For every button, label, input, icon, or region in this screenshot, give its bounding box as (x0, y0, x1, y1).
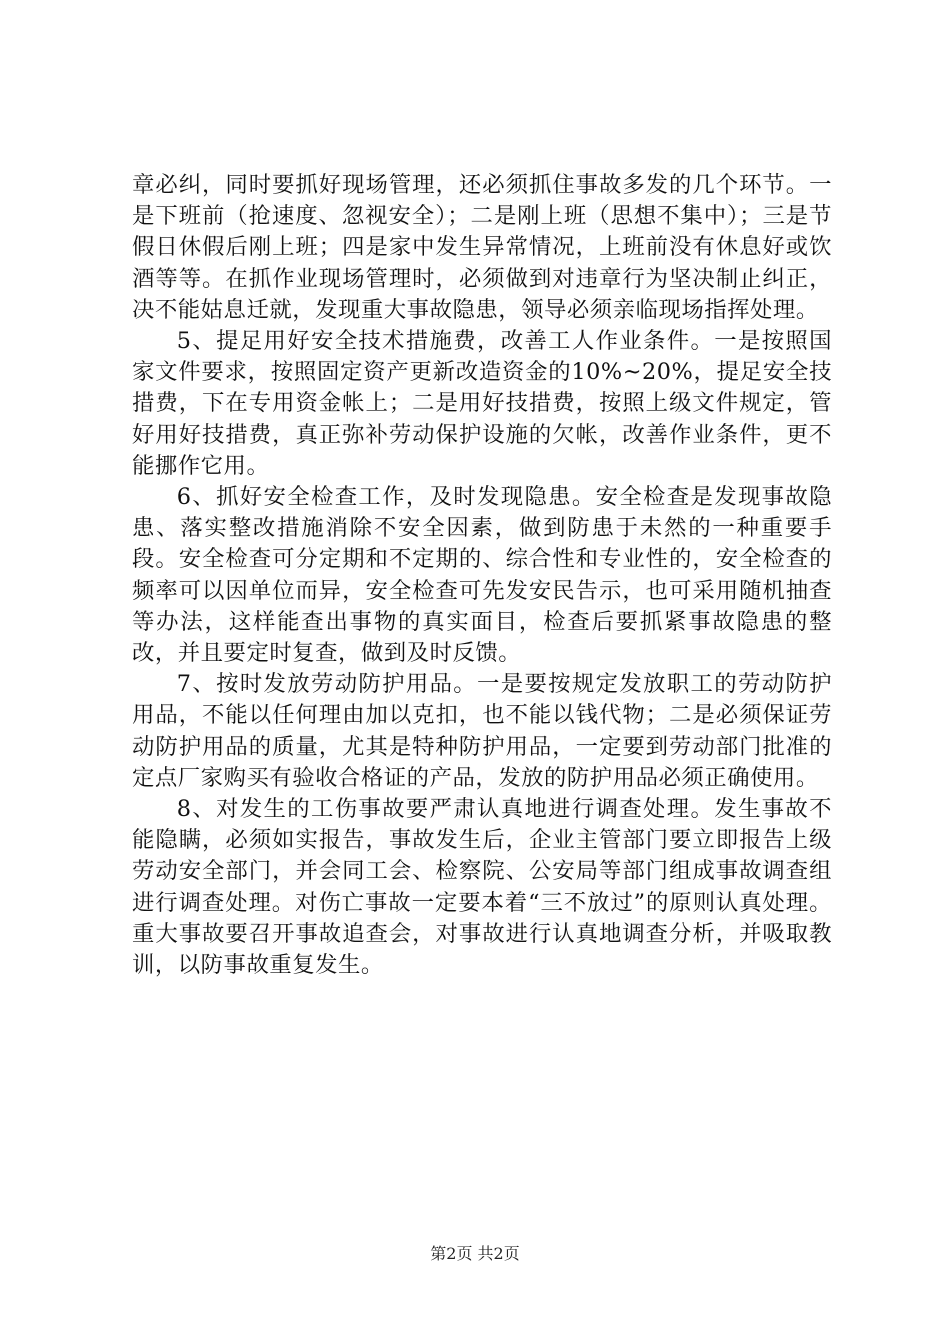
paragraph-2: 5、提足用好安全技术措施费，改善工人作业条件。一是按照国家文件要求，按照固定资产更新改造资金的10%~20%，提足安全技措费，下在专用资金帐上；二是用好技措费，按照上级文件规定，管好用好技措费，真正弥补劳动保护设施的欠帐，改善作业条件，更不能挪作它用。 (132, 328, 832, 479)
document-body (132, 170, 832, 981)
paragraph-4: 7、按时发放劳动防护用品。一是要按规定发放职工的劳动防护用品，不能以任何理由加以克扣，也不能以钱代物；二是必须保证劳动防护用品的质量，尤其是特种防护用品，一定要到劳动部门批准的定点厂家购买有验收合格证的产品，发放的防护用品必须正确使用。 (132, 671, 832, 791)
paragraph-3: 6、抓好安全检查工作，及时发现隐患。安全检查是发现事故隐患、落实整改措施消除不安全因素，做到防患于未然的一种重要手段。安全检查可分定期和不定期的、综合性和专业性的，安全检查的频率可以因单位而异，安全检查可先发安民告示，也可采用随机抽查等办法，这样能查出事物的真实面目，检查后要抓紧事故隐患的整改，并且要定时复查，做到及时反馈。 (132, 484, 832, 667)
paragraph-5: 8、对发生的工伤事故要严肃认真地进行调查处理。发生事故不能隐瞒，必须如实报告，事故发生后，企业主管部门要立即报告上级劳动安全部门，并会同工会、检察院、公安局等部门组成事故调查组进行调查处理。对伤亡事故一定要本着“三不放过”的原则认真处理。重大事故要召开事故追查会，对事故进行认真地调查分析，并吸取教训，以防事故重复发生。 (132, 796, 832, 979)
paragraph-1: 章必纠，同时要抓好现场管理，还必须抓住事故多发的几个环节。一是下班前（抢速度、忽视安全）；二是刚上班（思想不集中）；三是节假日休假后刚上班；四是家中发生异常情况，上班前没有休息好或饮酒等等。在抓作业现场管理时，必须做到对违章行为坚决制止纠正，决不能姑息迁就，发现重大事故隐患，领导必须亲临现场指挥处理。 (132, 172, 832, 323)
page-number-label: 第2页 共2页 (430, 1244, 520, 1263)
page-footer (0, 1244, 950, 1264)
